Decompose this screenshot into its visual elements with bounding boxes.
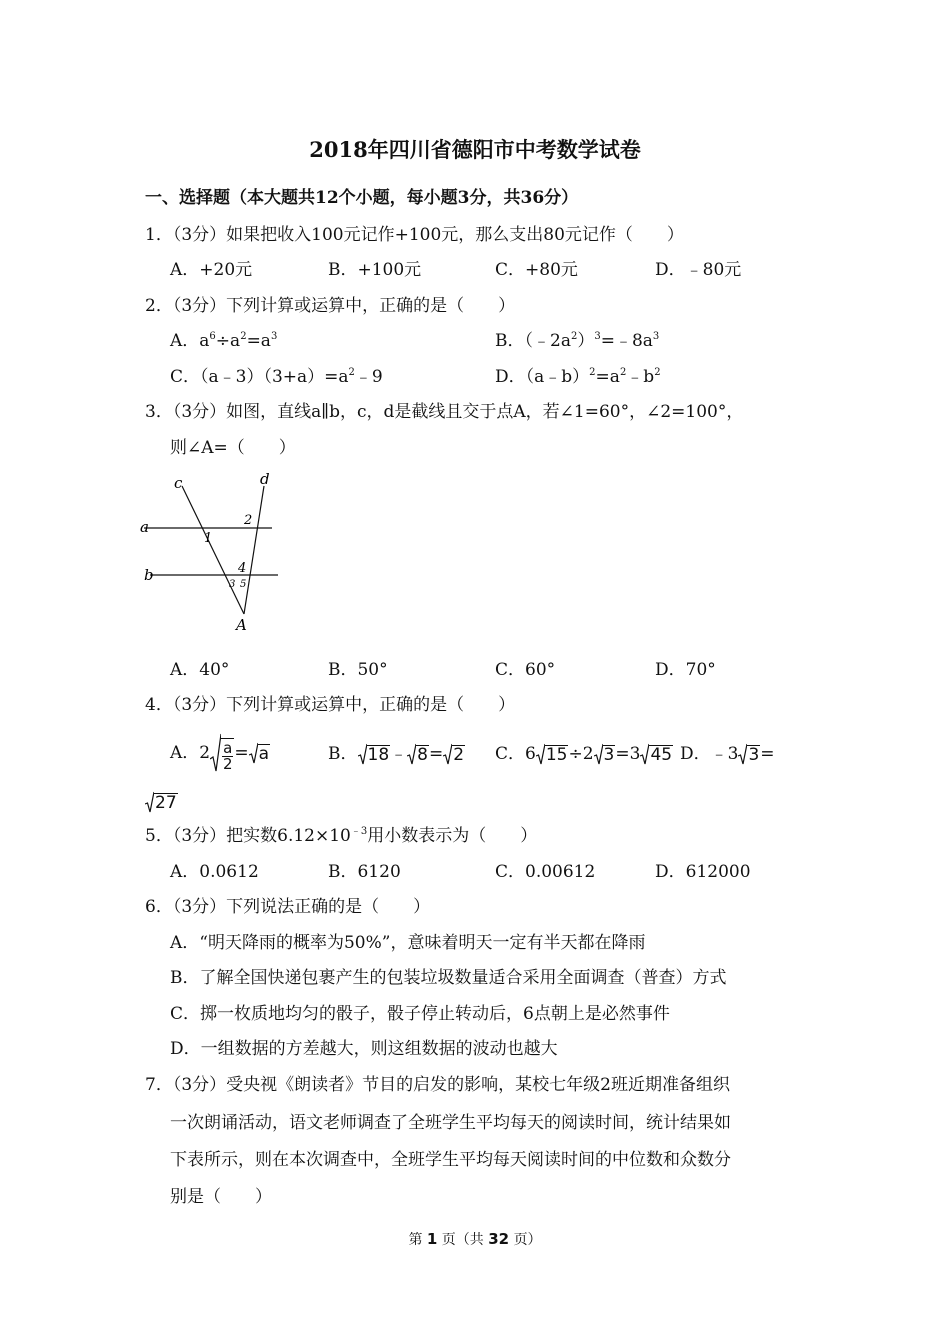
sqrt-symbol: 15	[536, 743, 569, 765]
question-5-option-c: C．0.00612	[495, 862, 596, 882]
question-4-option-d-cont	[145, 791, 178, 813]
question-5-option-b: B．6120	[328, 862, 401, 882]
sqrt-symbol: 2	[443, 743, 465, 765]
parallel-lines-figure	[138, 468, 288, 638]
question-7-stem-line2: 一次朗诵活动，语文老师调查了全班学生平均每天的阅读时间，统计结果如	[170, 1113, 731, 1133]
question-4-option-c: C． 6 15 ÷2 3 =3 45	[495, 743, 673, 766]
label-a: a	[140, 518, 149, 536]
sqrt-symbol: $\frac{a}{2}$	[210, 733, 234, 773]
question-6-option-c: C．掷一枚质地均匀的骰子，骰子停止转动后，6点朝上是必然事件	[170, 1004, 670, 1024]
page-title: 2018年四川省德阳市中考数学试卷	[309, 137, 641, 162]
question-2-option-a: A．$a^6\div a^2=a^3$	[170, 331, 278, 351]
question-3-stem: 3．（3分）如图，直线a∥b，c，d是截线且交于点A，若∠1=60°，∠2=100°，	[145, 402, 744, 422]
angle-3-label: 3	[229, 579, 236, 590]
sqrt-symbol: a	[249, 742, 270, 764]
question-7-stem-line3: 下表所示，则在本次调查中，全班学生平均每天阅读时间的中位数和众数分	[170, 1150, 731, 1170]
line-d	[244, 486, 264, 614]
section-heading: 一、选择题（本大题共12个小题，每小题3分，共36分）	[145, 188, 579, 208]
sqrt-symbol: 27	[145, 791, 178, 813]
question-1-option-c: C．+80元	[495, 260, 578, 280]
question-3-stem-cont: 则∠A=（ ）	[170, 438, 296, 458]
line-c	[182, 486, 247, 614]
sqrt-symbol: 18	[358, 743, 391, 765]
question-4-stem: 4．（3分）下列计算或运算中，正确的是（ ）	[145, 695, 516, 715]
question-1-option-d: D．﹣80元	[655, 260, 742, 280]
question-2-stem: 2．（3分）下列计算或运算中，正确的是（ ）	[145, 296, 516, 316]
question-6-option-a: A．“明天降雨的概率为50%”，意味着明天一定有半天都在降雨	[170, 933, 646, 953]
page-footer: 第 1 页（共 32 页）	[408, 1230, 542, 1248]
question-5-stem: 5．（3分）把实数$6.12\times 10^{﹣3}$用小数表示为（ ）	[145, 826, 538, 846]
question-4-option-a: A． 2 $\frac{a}{2}$ = a	[170, 733, 270, 773]
point-A-label: A	[236, 616, 247, 634]
question-4-option-d: D． ﹣3 3 =	[680, 743, 775, 766]
label-b: b	[144, 566, 154, 584]
page-number: 1	[426, 1230, 438, 1248]
question-3-option-a: A．40°	[170, 660, 230, 680]
angle-1-label: 1	[204, 531, 213, 546]
angle-4-label: 4	[238, 561, 247, 576]
question-5-option-d: D．612000	[655, 862, 751, 882]
question-1-option-a: A．+20元	[170, 260, 253, 280]
question-2-option-b: B．$(﹣2a^2)^3=﹣8a^3$	[495, 331, 660, 351]
question-1-option-b: B．+100元	[328, 260, 422, 280]
question-4-option-b: B． 18 ﹣ 8 = 2	[328, 743, 465, 766]
question-6-stem: 6．（3分）下列说法正确的是（ ）	[145, 897, 431, 917]
page-total: 32	[488, 1230, 510, 1248]
sqrt-symbol: 3	[594, 743, 616, 765]
question-6-option-b: B．了解全国快递包裹产生的包装垃圾数量适合采用全面调查（普查）方式	[170, 968, 727, 988]
question-2-option-d: D．$(a﹣b)^2=a^2﹣b^2$	[495, 367, 661, 387]
question-5-option-a: A．0.0612	[170, 862, 259, 882]
question-7-stem-line4: 别是（ ）	[170, 1187, 272, 1207]
angle-5-label: 5	[240, 579, 247, 590]
question-6-option-d: D．一组数据的方差越大，则这组数据的波动也越大	[170, 1039, 558, 1059]
question-3-option-d: D．70°	[655, 660, 716, 680]
angle-2-label: 2	[244, 513, 253, 528]
question-1-stem: 1．（3分）如果把收入100元记作+100元，那么支出80元记作（ ）	[145, 225, 684, 245]
question-2-option-c: C．$(a﹣3)(3+a)=a^2﹣9$	[170, 367, 383, 387]
sqrt-symbol: 3	[738, 743, 760, 765]
question-3-option-c: C．60°	[495, 660, 556, 680]
label-d: d	[260, 470, 270, 488]
label-c: c	[174, 474, 183, 492]
sqrt-symbol: 8	[407, 743, 429, 765]
question-3-option-b: B．50°	[328, 660, 388, 680]
question-7-stem-line1: 7．（3分）受央视《朗读者》节目的启发的影响，某校七年级2班近期准备组织	[145, 1075, 730, 1095]
sqrt-symbol: 45	[640, 743, 673, 765]
